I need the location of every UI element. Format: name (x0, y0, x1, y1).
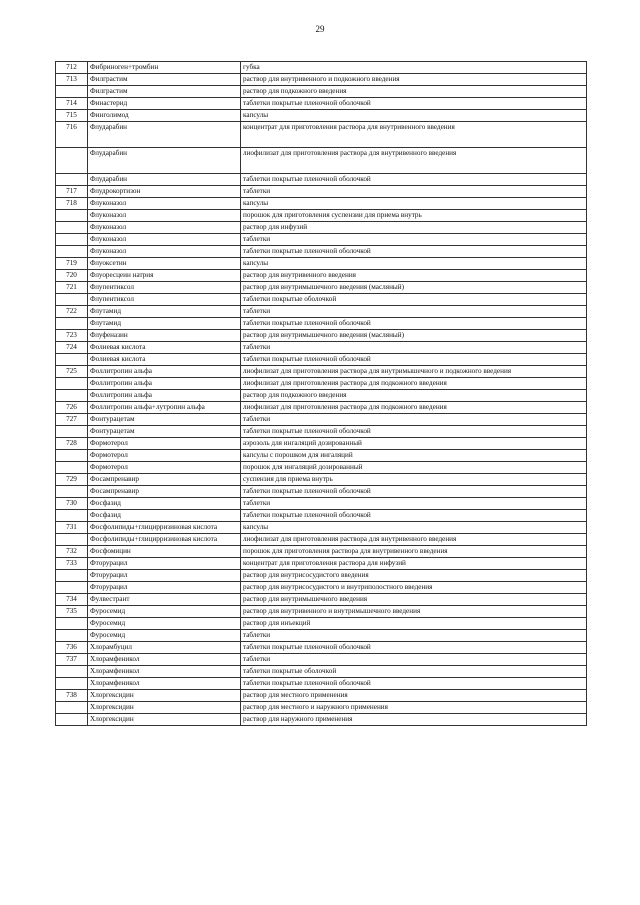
drug-name-cell: Фоллитропин альфа (88, 366, 241, 378)
dosage-form-cell: лиофилизат для приготовления раствора для подкожного введения (241, 378, 587, 390)
row-number-cell: 719 (56, 258, 88, 270)
table-row (56, 462, 587, 474)
row-number-cell: 731 (56, 522, 88, 534)
drug-name-cell: Флуоксетин (88, 258, 241, 270)
table-row (56, 558, 587, 570)
table-row (56, 210, 587, 222)
drug-name-cell: Формотерол (88, 462, 241, 474)
drug-name-cell: Фоллитропин альфа (88, 378, 241, 390)
table-row (56, 390, 587, 402)
drug-name-cell: Финголимод (88, 110, 241, 122)
row-number-cell (56, 702, 88, 714)
drug-name-cell: Фторурацил (88, 558, 241, 570)
drug-name-cell: Фосфомицин (88, 546, 241, 558)
drug-name-cell: Фибриноген+тромбин (88, 62, 241, 74)
dosage-form-cell: таблетки (241, 654, 587, 666)
drug-name-cell: Филграстим (88, 74, 241, 86)
table-row (56, 534, 587, 546)
dosage-form-cell: раствор для местного применения (241, 690, 587, 702)
drug-name-cell: Флуфеназин (88, 330, 241, 342)
table-row (56, 666, 587, 678)
drug-name-cell: Филграстим (88, 86, 241, 98)
table-row (56, 122, 587, 148)
table-row (56, 546, 587, 558)
drug-name-cell: Хлорамфеникол (88, 666, 241, 678)
drug-name-cell: Флудрокортизон (88, 186, 241, 198)
row-number-cell (56, 222, 88, 234)
dosage-form-cell: раствор для внутрисосудистого и внутриполостного введения (241, 582, 587, 594)
row-number-cell: 726 (56, 402, 88, 414)
row-number-cell: 720 (56, 270, 88, 282)
row-number-cell (56, 246, 88, 258)
dosage-form-cell: капсулы (241, 110, 587, 122)
table-row (56, 414, 587, 426)
drug-name-cell: Флуконазол (88, 198, 241, 210)
row-number-cell: 724 (56, 342, 88, 354)
dosage-form-cell: таблетки покрытые оболочкой (241, 294, 587, 306)
drug-name-cell: Формотерол (88, 450, 241, 462)
row-number-cell: 722 (56, 306, 88, 318)
dosage-form-cell: капсулы (241, 522, 587, 534)
row-number-cell (56, 210, 88, 222)
row-number-cell (56, 318, 88, 330)
dosage-form-cell: таблетки (241, 414, 587, 426)
drug-name-cell: Фосфолипиды+глицирризиновая кислота (88, 534, 241, 546)
table-row (56, 258, 587, 270)
drug-name-cell: Фуросемид (88, 630, 241, 642)
drug-name-cell: Фуросемид (88, 606, 241, 618)
drug-name-cell: Фоллитропин альфа (88, 390, 241, 402)
dosage-form-cell: таблетки (241, 630, 587, 642)
row-number-cell (56, 618, 88, 630)
drug-name-cell: Флуоресцеин натрия (88, 270, 241, 282)
table-row (56, 570, 587, 582)
dosage-form-cell: таблетки покрытые пленочной оболочкой (241, 486, 587, 498)
table-row (56, 186, 587, 198)
row-number-cell (56, 86, 88, 98)
table-row (56, 294, 587, 306)
table-row (56, 98, 587, 110)
table-row (56, 148, 587, 174)
table-row (56, 282, 587, 294)
table-row (56, 270, 587, 282)
drug-name-cell: Флутамид (88, 318, 241, 330)
dosage-form-cell: таблетки покрытые пленочной оболочкой (241, 678, 587, 690)
drug-name-cell: Фулвестрант (88, 594, 241, 606)
drug-name-cell: Флутамид (88, 306, 241, 318)
drug-name-cell: Фторурацил (88, 570, 241, 582)
drug-name-cell: Хлорамфеникол (88, 678, 241, 690)
drug-name-cell: Флуконазол (88, 222, 241, 234)
drug-name-cell: Флударабин (88, 174, 241, 186)
row-number-cell: 725 (56, 366, 88, 378)
table-row (56, 678, 587, 690)
row-number-cell (56, 148, 88, 174)
dosage-form-cell: раствор для внутривенного введения (241, 270, 587, 282)
table-row (56, 498, 587, 510)
page-number: 29 (315, 24, 325, 34)
dosage-form-cell: раствор для подкожного введения (241, 390, 587, 402)
dosage-form-cell: таблетки (241, 306, 587, 318)
row-number-cell: 715 (56, 110, 88, 122)
row-number-cell (56, 582, 88, 594)
dosage-form-cell: раствор для внутривенного и внутримышечного введения (241, 606, 587, 618)
row-number-cell (56, 666, 88, 678)
row-number-cell (56, 486, 88, 498)
dosage-form-cell: таблетки покрытые пленочной оболочкой (241, 510, 587, 522)
table-row (56, 222, 587, 234)
table-row (56, 234, 587, 246)
row-number-cell (56, 174, 88, 186)
table-row (56, 402, 587, 414)
table-row (56, 474, 587, 486)
drug-name-cell: Фторурацил (88, 582, 241, 594)
table-row (56, 618, 587, 630)
dosage-form-cell: таблетки покрытые оболочкой (241, 666, 587, 678)
row-number-cell (56, 630, 88, 642)
drug-name-cell: Фонтурацетам (88, 426, 241, 438)
drug-name-cell: Хлоргексидин (88, 714, 241, 726)
row-number-cell (56, 234, 88, 246)
row-number-cell: 737 (56, 654, 88, 666)
dosage-form-cell: раствор для внутримышечного введения (241, 594, 587, 606)
drug-name-cell: Фолиевая кислота (88, 354, 241, 366)
dosage-form-cell: порошок для приготовления раствора для внутривенного введения (241, 546, 587, 558)
row-number-cell: 728 (56, 438, 88, 450)
row-number-cell: 738 (56, 690, 88, 702)
table-row (56, 510, 587, 522)
table-row (56, 342, 587, 354)
dosage-form-cell: раствор для внутривенного и подкожного введения (241, 74, 587, 86)
dosage-form-cell: таблетки покрытые пленочной оболочкой (241, 174, 587, 186)
dosage-form-cell: таблетки покрытые пленочной оболочкой (241, 642, 587, 654)
medication-table (55, 61, 587, 726)
row-number-cell: 713 (56, 74, 88, 86)
table-row (56, 702, 587, 714)
row-number-cell (56, 462, 88, 474)
dosage-form-cell: губка (241, 62, 587, 74)
drug-name-cell: Фосфолипиды+глицирризиновая кислота (88, 522, 241, 534)
table-row (56, 86, 587, 98)
drug-name-cell: Флупентиксол (88, 282, 241, 294)
dosage-form-cell: таблетки (241, 186, 587, 198)
dosage-form-cell: раствор для местного и наружного применения (241, 702, 587, 714)
table-row (56, 110, 587, 122)
dosage-form-cell: концентрат для приготовления раствора для инфузий (241, 558, 587, 570)
drug-name-cell: Флуконазол (88, 246, 241, 258)
row-number-cell: 714 (56, 98, 88, 110)
dosage-form-cell: раствор для внутримышечного введения (масляный) (241, 330, 587, 342)
row-number-cell (56, 510, 88, 522)
drug-name-cell: Фоллитропин альфа+лутропин альфа (88, 402, 241, 414)
row-number-cell: 736 (56, 642, 88, 654)
table-row (56, 198, 587, 210)
row-number-cell (56, 294, 88, 306)
table-row (56, 522, 587, 534)
dosage-form-cell: таблетки покрытые пленочной оболочкой (241, 246, 587, 258)
drug-name-cell: Фосфазид (88, 510, 241, 522)
drug-name-cell: Фуросемид (88, 618, 241, 630)
table-row (56, 366, 587, 378)
dosage-form-cell: таблетки покрытые пленочной оболочкой (241, 98, 587, 110)
table-row (56, 318, 587, 330)
dosage-form-cell: раствор для внутримышечного введения (масляный) (241, 282, 587, 294)
row-number-cell (56, 354, 88, 366)
table-row (56, 606, 587, 618)
dosage-form-cell: капсулы (241, 198, 587, 210)
drug-name-cell: Фолиевая кислота (88, 342, 241, 354)
row-number-cell: 718 (56, 198, 88, 210)
drug-name-cell: Хлорамфеникол (88, 654, 241, 666)
drug-name-cell: Флупентиксол (88, 294, 241, 306)
dosage-form-cell: раствор для подкожного введения (241, 86, 587, 98)
table-row (56, 438, 587, 450)
drug-name-cell: Флударабин (88, 122, 241, 148)
dosage-form-cell: суспензия для приема внутрь (241, 474, 587, 486)
row-number-cell: 723 (56, 330, 88, 342)
dosage-form-cell: концентрат для приготовления раствора для внутривенного введения (241, 122, 587, 148)
table-row (56, 426, 587, 438)
dosage-form-cell: таблетки (241, 342, 587, 354)
dosage-form-cell: порошок для приготовления суспензии для приема внутрь (241, 210, 587, 222)
row-number-cell (56, 678, 88, 690)
table-row (56, 654, 587, 666)
dosage-form-cell: раствор для инъекций (241, 618, 587, 630)
row-number-cell: 730 (56, 498, 88, 510)
dosage-form-cell: капсулы с порошком для ингаляций (241, 450, 587, 462)
dosage-form-cell: капсулы (241, 258, 587, 270)
table-row (56, 246, 587, 258)
table-row (56, 174, 587, 186)
row-number-cell: 712 (56, 62, 88, 74)
dosage-form-cell: лиофилизат для приготовления раствора для внутримышечного и подкожного введения (241, 366, 587, 378)
dosage-form-cell: таблетки покрытые пленочной оболочкой (241, 318, 587, 330)
drug-name-cell: Фосампренавир (88, 486, 241, 498)
row-number-cell: 735 (56, 606, 88, 618)
table-row (56, 378, 587, 390)
dosage-form-cell: раствор для внутрисосудистого введения (241, 570, 587, 582)
table-row (56, 62, 587, 74)
drug-name-cell: Хлоргексидин (88, 702, 241, 714)
row-number-cell (56, 426, 88, 438)
row-number-cell (56, 378, 88, 390)
table-row (56, 74, 587, 86)
row-number-cell (56, 534, 88, 546)
row-number-cell: 716 (56, 122, 88, 148)
dosage-form-cell: лиофилизат для приготовления раствора для внутривенного введения (241, 534, 587, 546)
table-row (56, 630, 587, 642)
dosage-form-cell: таблетки (241, 234, 587, 246)
drug-name-cell: Хлоргексидин (88, 690, 241, 702)
drug-name-cell: Финастерид (88, 98, 241, 110)
drug-name-cell: Флуконазол (88, 210, 241, 222)
row-number-cell (56, 390, 88, 402)
drug-name-cell: Флуконазол (88, 234, 241, 246)
drug-name-cell: Флударабин (88, 148, 241, 174)
row-number-cell (56, 450, 88, 462)
drug-name-cell: Фонтурацетам (88, 414, 241, 426)
table-row (56, 642, 587, 654)
drug-name-cell: Фосампренавир (88, 474, 241, 486)
drug-name-cell: Фосфазид (88, 498, 241, 510)
table-row (56, 486, 587, 498)
dosage-form-cell: раствор для наружного применения (241, 714, 587, 726)
table-row (56, 354, 587, 366)
table-row (56, 714, 587, 726)
dosage-form-cell: лиофилизат для приготовления раствора для подкожного введения (241, 402, 587, 414)
row-number-cell: 733 (56, 558, 88, 570)
row-number-cell: 732 (56, 546, 88, 558)
table-row (56, 690, 587, 702)
dosage-form-cell: аэрозоль для ингаляций дозированный (241, 438, 587, 450)
table-row (56, 582, 587, 594)
table-row (56, 450, 587, 462)
dosage-form-cell: лиофилизат для приготовления раствора для внутривенного введения (241, 148, 587, 174)
dosage-form-cell: таблетки (241, 498, 587, 510)
drug-name-cell: Формотерол (88, 438, 241, 450)
row-number-cell: 734 (56, 594, 88, 606)
row-number-cell: 717 (56, 186, 88, 198)
row-number-cell (56, 714, 88, 726)
table-row (56, 306, 587, 318)
table-row (56, 594, 587, 606)
table-row (56, 330, 587, 342)
dosage-form-cell: порошок для ингаляций дозированный (241, 462, 587, 474)
row-number-cell: 727 (56, 414, 88, 426)
dosage-form-cell: раствор для инфузий (241, 222, 587, 234)
row-number-cell: 721 (56, 282, 88, 294)
drug-name-cell: Хлорамбуцил (88, 642, 241, 654)
dosage-form-cell: таблетки покрытые пленочной оболочкой (241, 354, 587, 366)
dosage-form-cell: таблетки покрытые пленочной оболочкой (241, 426, 587, 438)
row-number-cell (56, 570, 88, 582)
row-number-cell: 729 (56, 474, 88, 486)
